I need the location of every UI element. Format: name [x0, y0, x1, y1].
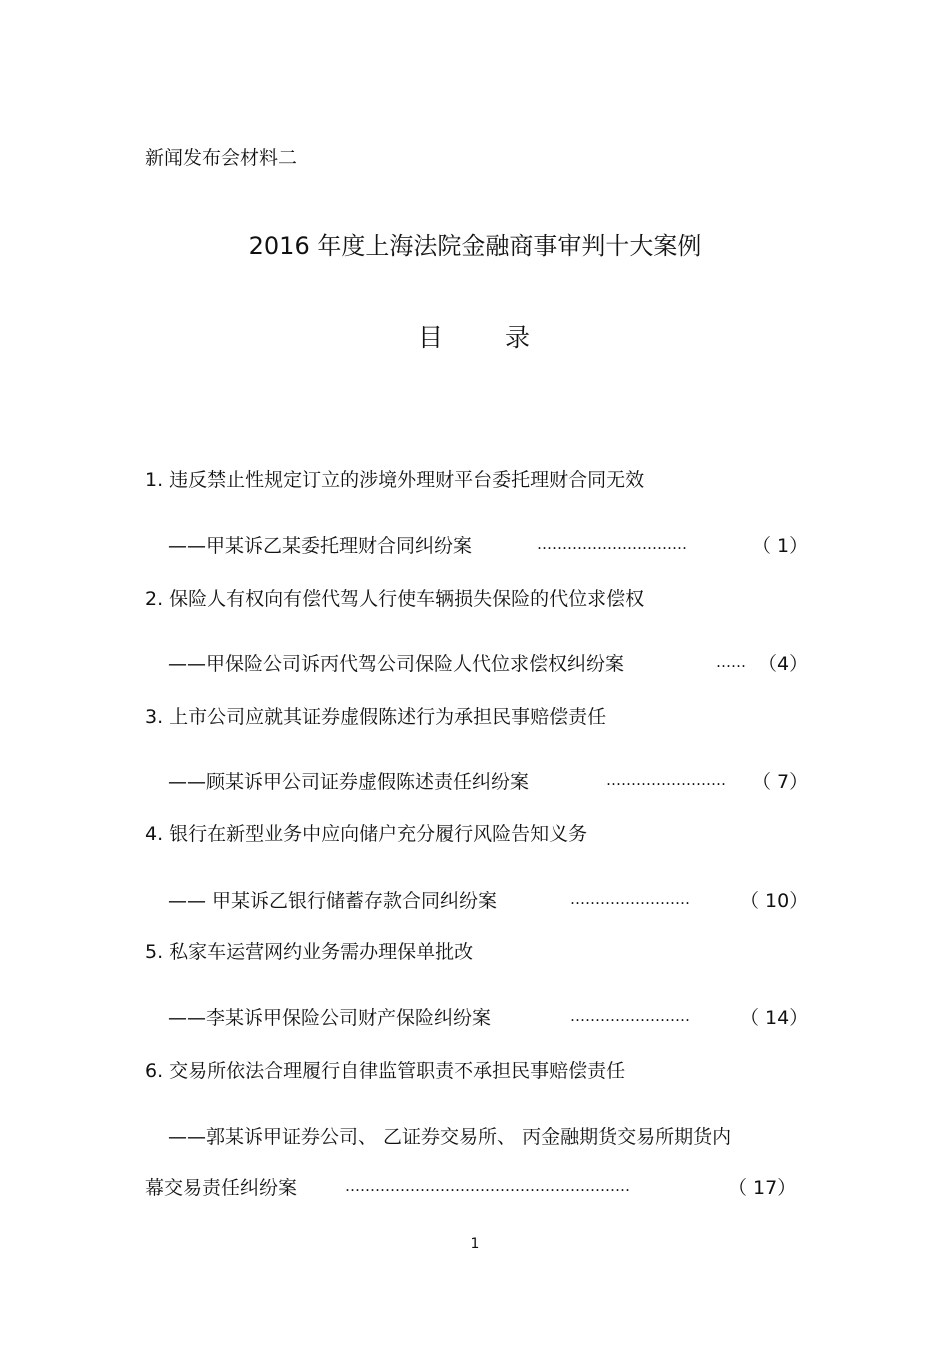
- toc-heading-left: 目: [418, 323, 444, 352]
- toc-entry-subtitle: —— 甲某诉乙银行储蓄存款合同纠纷案: [168, 890, 498, 912]
- toc-entry-subtitle: ——郭某诉甲证券公司、 乙证券交易所、 丙金融期货交易所期货内: [168, 1126, 732, 1148]
- toc-entry-subtitle: ——甲保险公司诉丙代驾公司保险人代位求偿权纠纷案: [168, 653, 625, 675]
- document-label: 新闻发布会材料二: [145, 147, 298, 169]
- toc-page-ref: （ 17）: [728, 1177, 797, 1199]
- toc-entry-title: 5. 私家车运营网约业务需办理保单批改: [145, 941, 474, 963]
- toc-leader-dots: ……: [716, 653, 746, 671]
- page-number: 1: [470, 1236, 480, 1252]
- toc-page-ref: （ 10）: [740, 890, 809, 912]
- toc-heading-right: 录: [505, 323, 531, 352]
- toc-page-ref: （ 7）: [752, 771, 809, 793]
- toc-page-ref: （ 14）: [740, 1007, 809, 1029]
- toc-entry-subtitle: ——李某诉甲保险公司财产保险纠纷案: [168, 1007, 492, 1029]
- toc-leader-dots: ……………………: [570, 890, 690, 908]
- toc-entry-title: 4. 银行在新型业务中应向储户充分履行风险告知义务: [145, 823, 588, 845]
- toc-page-ref: （ 1）: [752, 535, 809, 557]
- toc-leader-dots: ……………………: [606, 771, 726, 789]
- toc-entry-title: 2. 保险人有权向有偿代驾人行使车辆损失保险的代位求偿权: [145, 588, 645, 610]
- toc-leader-dots: …………………………: [537, 535, 687, 553]
- toc-entry-subtitle-continued: 幕交易责任纠纷案: [145, 1177, 298, 1199]
- toc-entry-subtitle: ——甲某诉乙某委托理财合同纠纷案: [168, 535, 473, 557]
- toc-entry-subtitle: ——顾某诉甲公司证券虚假陈述责任纠纷案: [168, 771, 530, 793]
- document-title: 2016 年度上海法院金融商事审判十大案例: [248, 232, 702, 260]
- toc-leader-dots: …………………………………………………: [345, 1177, 630, 1195]
- toc-entry-title: 6. 交易所依法合理履行自律监管职责不承担民事赔偿责任: [145, 1060, 626, 1082]
- toc-entry-title: 1. 违反禁止性规定订立的涉境外理财平台委托理财合同无效: [145, 469, 645, 491]
- toc-leader-dots: ……………………: [570, 1007, 690, 1025]
- toc-entry-title: 3. 上市公司应就其证券虚假陈述行为承担民事赔偿责任: [145, 706, 607, 728]
- toc-page-ref: （4）: [758, 653, 809, 675]
